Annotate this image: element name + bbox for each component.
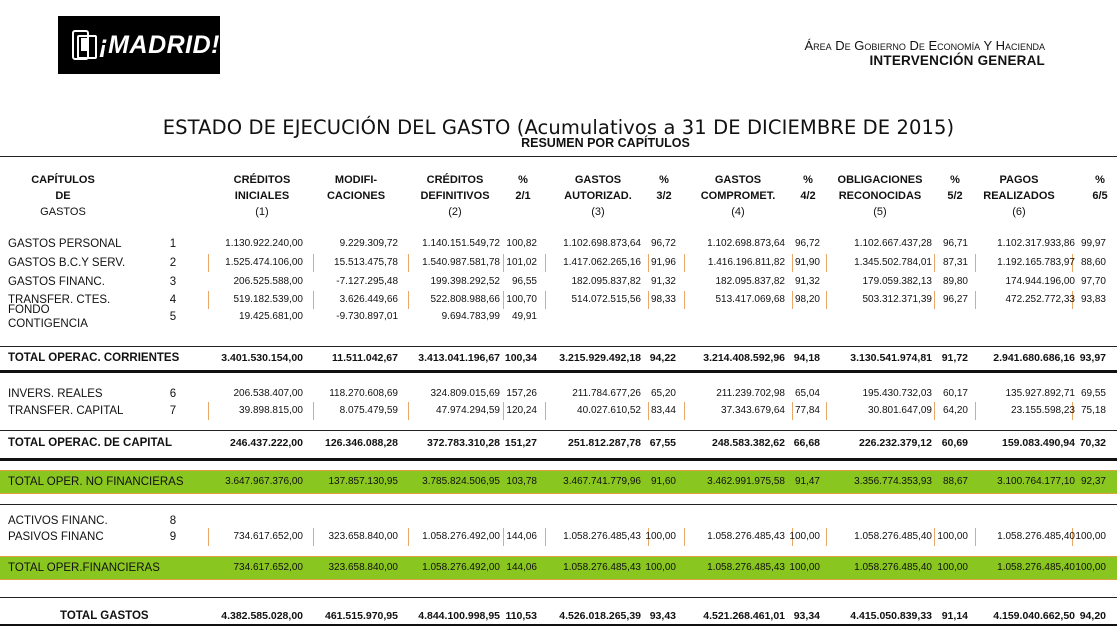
column-header-line: [1086, 204, 1114, 220]
percent-cell: 100,00: [645, 531, 676, 542]
percent-cell: 96,72: [650, 238, 676, 249]
amount-cell: 135.927.892,71: [1005, 388, 1075, 399]
column-header: [222, 172, 302, 220]
row-divider: [0, 346, 1117, 347]
department-unit: INTERVENCIÓN GENERAL: [869, 53, 1045, 68]
column-header-line: GASTOS: [574, 174, 622, 186]
chapter-number: 3: [169, 276, 177, 288]
percent-cell: 83,44: [650, 405, 676, 416]
amount-cell: 199.398.292,52: [430, 276, 500, 287]
column-header-line: INICIALES: [234, 190, 290, 202]
amount-cell: 195.430.732,03: [862, 388, 932, 399]
amount-cell: 323.658.840,00: [328, 531, 398, 542]
percent-cell: 65,20: [650, 388, 676, 399]
column-header: [650, 172, 678, 220]
chapter-number: 5: [169, 311, 177, 323]
percent-cell: 144,06: [506, 531, 537, 542]
row-label: ACTIVOS FINANC.: [8, 515, 108, 527]
cell-border: [313, 254, 314, 272]
percent-cell: 94,20: [1079, 610, 1106, 622]
amount-cell: 179.059.382,13: [862, 276, 932, 287]
cell-border: [313, 291, 314, 309]
amount-cell: 1.058.276.485,43: [563, 531, 641, 542]
column-header: [318, 172, 394, 220]
column-header-line: %: [518, 174, 528, 186]
row-divider: [0, 430, 1117, 431]
amount-cell: 1.102.317.933,86: [997, 238, 1075, 249]
cell-border: [208, 402, 209, 420]
cell-border: [792, 402, 793, 420]
percent-cell: 91,72: [941, 352, 968, 364]
amount-cell: 3.130.541.974,81: [850, 352, 932, 364]
chapter-number: 1: [169, 238, 177, 250]
percent-cell: 100,00: [789, 562, 820, 573]
row-label: GASTOS PERSONAL: [8, 238, 122, 250]
amount-cell: 1.130.922.240,00: [225, 238, 303, 249]
column-header-line: (4): [731, 206, 745, 218]
column-header-line: 6/5: [1092, 190, 1108, 202]
amount-cell: 3.401.530.154,00: [221, 352, 303, 364]
cell-border: [545, 528, 546, 546]
cell-border: [975, 402, 976, 420]
department-header: [804, 38, 1045, 68]
amount-cell: 1.416.196.811,82: [707, 257, 785, 268]
percent-cell: 88,67: [942, 476, 968, 487]
percent-cell: 66,68: [793, 437, 820, 449]
cell-border: [313, 402, 314, 420]
row-label: TOTAL OPER.FINANCIERAS: [8, 562, 160, 574]
percent-cell: 100,34: [504, 352, 537, 364]
column-header-line: RECONOCIDAS: [838, 190, 922, 202]
column-header-line: CRÉDITOS: [426, 174, 484, 186]
column-header-line: DEFINITIVOS: [420, 190, 490, 202]
chapter-number: 8: [169, 515, 177, 527]
percent-cell: 64,20: [942, 405, 968, 416]
column-header-line: [508, 204, 538, 220]
cell-border: [208, 291, 209, 309]
cell-border: [826, 402, 827, 420]
percent-cell: 91,90: [794, 257, 820, 268]
row-label: TOTAL OPERAC. DE CAPITAL: [8, 437, 172, 449]
percent-cell: 96,72: [794, 238, 820, 249]
amount-cell: 206.538.407,00: [233, 388, 303, 399]
amount-cell: 11.511.042,67: [332, 352, 398, 364]
cell-border: [684, 402, 685, 420]
row-label: TRANSFER. CTES.: [8, 294, 111, 306]
amount-cell: 1.058.276.485,43: [707, 562, 785, 573]
row-divider: [0, 458, 1117, 461]
amount-cell: 4.844.100.998,95: [418, 610, 500, 622]
percent-cell: 97,70: [1080, 276, 1106, 287]
city-seal-icon: [72, 30, 89, 60]
column-header: [794, 172, 822, 220]
column-header-line: COMPROMET.: [700, 190, 776, 202]
column-header-line: CRÉDITOS: [233, 174, 291, 186]
brand-name: ¡MADRID!: [99, 30, 220, 59]
amount-cell: 734.617.652,00: [233, 531, 303, 542]
amount-cell: 182.095.837,82: [571, 276, 641, 287]
cell-border: [408, 402, 409, 420]
percent-cell: 93,34: [793, 610, 820, 622]
report-title: ESTADO DE EJECUCIÓN DEL GASTO (Acumulativos a 31 DE DICIEMBRE DE 2015): [162, 116, 955, 139]
percent-cell: 69,55: [1080, 388, 1106, 399]
percent-cell: 91,14: [941, 610, 968, 622]
percent-cell: 60,17: [942, 388, 968, 399]
amount-cell: 1.525.474.106,00: [225, 257, 303, 268]
column-header-line: [318, 204, 394, 220]
amount-cell: 4.526.018.265,39: [559, 610, 641, 622]
amount-cell: 40.027.610,52: [577, 405, 641, 416]
column-header-line: CAPÍTULOS: [31, 174, 95, 186]
amount-cell: 226.232.379,12: [859, 437, 932, 449]
cell-border: [503, 291, 504, 309]
cell-border: [792, 291, 793, 309]
amount-cell: 3.467.741.779,96: [563, 476, 641, 487]
column-header-line: [650, 204, 678, 220]
amount-cell: 3.626.449,66: [339, 294, 398, 305]
column-header-line: 3/2: [656, 190, 672, 202]
chapter-number: 7: [169, 405, 177, 417]
amount-cell: 15.513.475,78: [334, 257, 398, 268]
amount-cell: 513.417.069,68: [715, 294, 785, 305]
amount-cell: 3.462.991.975,58: [707, 476, 785, 487]
percent-cell: 49,91: [511, 311, 537, 322]
amount-cell: 174.944.196,00: [1005, 276, 1075, 287]
column-header-line: (2): [448, 206, 462, 218]
column-header-line: %: [659, 174, 669, 186]
row-divider: [0, 504, 1117, 505]
percent-cell: 89,80: [942, 276, 968, 287]
amount-cell: 1.102.698.873,64: [563, 238, 641, 249]
cell-border: [934, 291, 935, 309]
cell-border: [684, 528, 685, 546]
amount-cell: 372.783.310,28: [427, 437, 500, 449]
percent-cell: 91,96: [650, 257, 676, 268]
cell-border: [545, 402, 546, 420]
row-divider: [0, 597, 1117, 598]
amount-cell: 1.345.502.784,01: [854, 257, 932, 268]
percent-cell: 144,06: [506, 562, 537, 573]
column-header-line: (5): [873, 206, 887, 218]
cell-border: [684, 254, 685, 272]
percent-cell: 60,69: [941, 437, 968, 449]
chapter-number: 2: [169, 257, 177, 269]
amount-cell: 4.382.585.028,00: [221, 610, 303, 622]
percent-cell: 75,18: [1080, 405, 1106, 416]
cell-border: [934, 402, 935, 420]
cell-border: [792, 254, 793, 272]
cell-border: [934, 528, 935, 546]
row-label: TRANSFER. CAPITAL: [8, 405, 124, 417]
cell-border: [975, 528, 976, 546]
amount-cell: 4.159.040.662,50: [993, 610, 1075, 622]
percent-cell: 103,78: [506, 476, 537, 487]
amount-cell: 1.058.276.485,40: [854, 562, 932, 573]
cell-border: [208, 528, 209, 546]
amount-cell: 3.215.929.492,18: [559, 352, 641, 364]
column-header-line: CACIONES: [326, 190, 386, 202]
chapter-number: 9: [169, 531, 177, 543]
amount-cell: 159.083.490,94: [1002, 437, 1075, 449]
column-header-line: %: [803, 174, 813, 186]
percent-cell: 96,71: [942, 238, 968, 249]
column-header: [690, 172, 786, 220]
row-label: TOTAL OPER. NO FINANCIERAS: [8, 476, 184, 488]
amount-cell: 9.694.783,99: [441, 311, 500, 322]
cell-border: [313, 528, 314, 546]
amount-cell: 37.343.679,64: [721, 405, 785, 416]
column-header-line: AUTORIZAD.: [564, 190, 632, 202]
amount-cell: 1.540.987.581,78: [422, 257, 500, 268]
percent-cell: 94,22: [649, 352, 676, 364]
row-label: [8, 303, 88, 331]
percent-cell: 67,55: [649, 437, 676, 449]
amount-cell: 514.072.515,56: [571, 294, 641, 305]
percent-cell: 100,00: [937, 531, 968, 542]
amount-cell: 3.647.967.376,00: [225, 476, 303, 487]
percent-cell: 87,31: [942, 257, 968, 268]
amount-cell: 522.808.988,66: [430, 294, 500, 305]
row-label-line: FONDO: [8, 304, 50, 316]
row-label: GASTOS B.C.Y SERV.: [8, 257, 126, 269]
amount-cell: 1.058.276.492,00: [422, 562, 500, 573]
row-divider: [0, 624, 1117, 626]
amount-cell: 251.812.287,78: [568, 437, 641, 449]
cell-border: [208, 254, 209, 272]
column-header-line: 5/2: [947, 190, 963, 202]
row-label: GASTOS FINANC.: [8, 276, 105, 288]
row-label: TOTAL GASTOS: [60, 610, 149, 622]
department-name: Área De Gobierno De Economía Y Hacienda: [804, 38, 1045, 53]
percent-cell: 94,18: [793, 352, 820, 364]
percent-cell: 101,02: [506, 257, 537, 268]
column-header-line: [940, 204, 970, 220]
amount-cell: 1.102.667.437,28: [854, 238, 932, 249]
column-header: [555, 172, 641, 220]
percent-cell: 77,84: [794, 405, 820, 416]
percent-cell: 93,43: [649, 610, 676, 622]
amount-cell: 4.415.050.839,33: [850, 610, 932, 622]
amount-cell: 182.095.837,82: [715, 276, 785, 287]
amount-cell: 519.182.539,00: [233, 294, 303, 305]
amount-cell: 3.356.774.353,93: [854, 476, 932, 487]
percent-cell: 88,60: [1080, 257, 1106, 268]
column-header-line: GASTOS: [714, 174, 762, 186]
cell-border: [826, 254, 827, 272]
column-header-line: %: [1095, 174, 1105, 186]
amount-cell: 461.515.970,95: [325, 610, 398, 622]
row-label: TOTAL OPERAC. CORRIENTES: [8, 352, 180, 364]
percent-cell: 157,26: [506, 388, 537, 399]
amount-cell: 1.058.276.485,40: [997, 531, 1075, 542]
percent-cell: 65,04: [794, 388, 820, 399]
amount-cell: 3.214.408.592,96: [703, 352, 785, 364]
chapter-number: 4: [169, 294, 177, 306]
percent-cell: 100,00: [789, 531, 820, 542]
amount-cell: 1.058.276.485,43: [707, 531, 785, 542]
cell-border: [934, 254, 935, 272]
row-label-line: CONTIGENCIA: [8, 318, 88, 330]
cell-border: [648, 402, 649, 420]
column-header-line: DE: [55, 190, 71, 202]
amount-cell: 3.785.824.506,95: [422, 476, 500, 487]
percent-cell: 100,70: [506, 294, 537, 305]
amount-cell: 206.525.588,00: [233, 276, 303, 287]
amount-cell: 4.521.268.461,01: [703, 610, 785, 622]
amount-cell: 472.252.772,33: [1005, 294, 1075, 305]
amount-cell: 19.425.681,00: [239, 311, 303, 322]
column-header-line: PAGOS: [999, 174, 1039, 186]
cell-border: [503, 254, 504, 272]
percent-cell: 99,97: [1080, 238, 1106, 249]
madrid-logo: [58, 16, 220, 74]
percent-cell: 98,20: [794, 294, 820, 305]
percent-cell: 100,00: [1075, 562, 1106, 573]
column-header-line: (3): [591, 206, 605, 218]
amount-cell: 503.312.371,39: [862, 294, 932, 305]
amount-cell: 30.801.647,09: [868, 405, 932, 416]
amount-cell: 1.102.698.873,64: [707, 238, 785, 249]
cell-border: [975, 254, 976, 272]
percent-cell: 110,53: [505, 610, 537, 622]
amount-cell: 1.058.276.485,43: [563, 562, 641, 573]
column-header-line: REALIZADOS: [983, 190, 1055, 202]
amount-cell: 118.270.608,69: [329, 388, 398, 399]
cell-border: [975, 291, 976, 309]
amount-cell: 1.417.062.265,16: [563, 257, 641, 268]
amount-cell: 211.784.677,26: [572, 388, 641, 399]
cell-border: [408, 291, 409, 309]
column-header: [826, 172, 934, 220]
cell-border: [545, 291, 546, 309]
column-header-line: [794, 204, 822, 220]
amount-cell: 1.192.165.783,97: [997, 257, 1075, 268]
percent-cell: 98,33: [650, 294, 676, 305]
cell-border: [408, 254, 409, 272]
column-header-line: 4/2: [800, 190, 816, 202]
amount-cell: 39.898.815,00: [239, 405, 303, 416]
cell-border: [503, 528, 504, 546]
amount-cell: 8.075.479,59: [339, 405, 398, 416]
cell-border: [648, 291, 649, 309]
header-divider: [0, 156, 1117, 157]
cell-border: [503, 402, 504, 420]
percent-cell: 100,00: [937, 562, 968, 573]
percent-cell: 91,47: [794, 476, 820, 487]
column-header: [508, 172, 538, 220]
amount-cell: 47.974.294,59: [436, 405, 500, 416]
column-header-line: (1): [255, 206, 269, 218]
percent-cell: 93,97: [1079, 352, 1106, 364]
amount-cell: 248.583.382,62: [712, 437, 785, 449]
column-header-line: OBLIGACIONES: [837, 174, 923, 186]
cell-border: [545, 254, 546, 272]
cell-border: [826, 291, 827, 309]
cell-border: [648, 254, 649, 272]
amount-cell: 23.155.598,23: [1011, 405, 1075, 416]
cell-border: [408, 528, 409, 546]
chapter-number: 6: [169, 388, 177, 400]
amount-cell: 734.617.652,00: [233, 562, 303, 573]
column-header: [1086, 172, 1114, 220]
percent-cell: 100,00: [645, 562, 676, 573]
percent-cell: 96,27: [942, 294, 968, 305]
amount-cell: 2.941.680.686,16: [993, 352, 1075, 364]
row-label: INVERS. REALES: [8, 388, 103, 400]
column-header-line: MODIFI-: [334, 174, 378, 186]
amount-cell: 211.239.702,98: [716, 388, 785, 399]
report-subtitle-text: RESUMEN POR CAPÍTULOS: [521, 136, 690, 150]
amount-cell: 3.100.764.177,10: [997, 476, 1075, 487]
cell-border: [826, 528, 827, 546]
column-header-line: 2/1: [515, 190, 531, 202]
percent-cell: 100,82: [506, 238, 537, 249]
amount-cell: 9.229.309,72: [339, 238, 398, 249]
column-header: [940, 172, 970, 220]
amount-cell: 324.809.015,69: [430, 388, 500, 399]
column-header: [975, 172, 1063, 220]
row-divider: [0, 370, 1117, 373]
report-subtitle: [0, 136, 1117, 150]
column-header: [8, 172, 118, 220]
amount-cell: 1.058.276.492,00: [422, 531, 500, 542]
column-header-line: (6): [1012, 206, 1026, 218]
amount-cell: 1.058.276.485,40: [997, 562, 1075, 573]
column-header-line: GASTOS: [40, 206, 86, 218]
amount-cell: 246.437.222,00: [230, 437, 303, 449]
percent-cell: 151,27: [504, 437, 537, 449]
percent-cell: 91,32: [650, 276, 676, 287]
amount-cell: -7.127.295,48: [336, 276, 398, 287]
amount-cell: 1.058.276.485,40: [854, 531, 932, 542]
percent-cell: 91,32: [794, 276, 820, 287]
percent-cell: 70,32: [1079, 437, 1106, 449]
amount-cell: 323.658.840,00: [328, 562, 398, 573]
cell-border: [684, 291, 685, 309]
percent-cell: 120,24: [506, 405, 537, 416]
percent-cell: 92,37: [1080, 476, 1106, 487]
amount-cell: 137.857.130,95: [328, 476, 398, 487]
column-header: [410, 172, 500, 220]
column-header-line: %: [950, 174, 960, 186]
row-label: PASIVOS FINANC: [8, 531, 104, 543]
amount-cell: 1.140.151.549,72: [422, 238, 500, 249]
percent-cell: 91,60: [650, 476, 676, 487]
amount-cell: 3.413.041.196,67: [418, 352, 500, 364]
amount-cell: 126.346.088,28: [325, 437, 398, 449]
percent-cell: 100,00: [1075, 531, 1106, 542]
percent-cell: 93,83: [1080, 294, 1106, 305]
percent-cell: 96,55: [511, 276, 537, 287]
amount-cell: -9.730.897,01: [336, 311, 398, 322]
